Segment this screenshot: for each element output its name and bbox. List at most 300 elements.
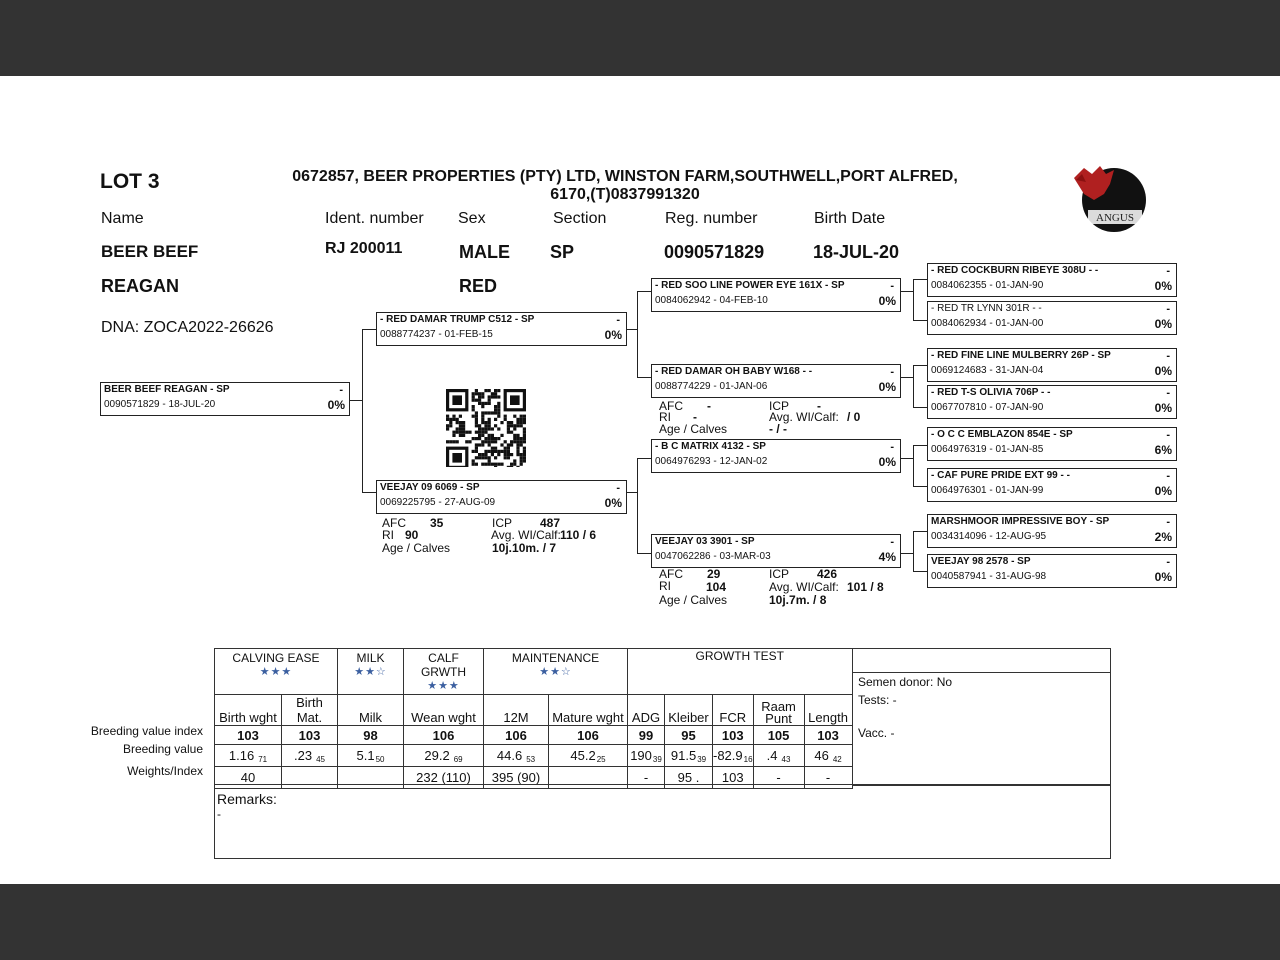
pedigree-name: - CAF PURE PRIDE EXT 99 - - bbox=[931, 470, 1070, 481]
qr-module bbox=[523, 440, 526, 443]
qr-module bbox=[494, 437, 497, 440]
connector bbox=[913, 365, 927, 366]
pedigree-great-grandparent-5 bbox=[927, 427, 1177, 461]
pedigree-reg: 0064976319 - 01-JAN-85 bbox=[931, 444, 1044, 455]
qr-module bbox=[481, 405, 484, 408]
value: 190 bbox=[630, 747, 652, 763]
qr-module bbox=[446, 415, 449, 418]
catalogue-page bbox=[0, 76, 1280, 884]
qr-module bbox=[488, 424, 491, 427]
qr-module bbox=[465, 431, 468, 434]
qr-module bbox=[488, 456, 491, 459]
qr-module bbox=[497, 402, 500, 405]
owner-details bbox=[280, 168, 970, 204]
qr-module bbox=[475, 389, 478, 392]
qr-module bbox=[497, 453, 500, 456]
pedigree-dash: - bbox=[890, 441, 894, 453]
qr-module bbox=[452, 431, 455, 434]
qr-module bbox=[516, 440, 519, 443]
col-header: Wean wght bbox=[404, 695, 484, 726]
qr-module bbox=[488, 418, 491, 421]
qr-module bbox=[452, 415, 455, 418]
qr-module bbox=[494, 463, 497, 466]
dam-icp-value: 487 bbox=[540, 516, 561, 530]
qr-module bbox=[484, 389, 487, 392]
qr-module bbox=[481, 434, 484, 437]
qr-module bbox=[523, 431, 526, 434]
pedigree-great-grandparent-2 bbox=[927, 301, 1177, 335]
pedigree-dash: - bbox=[616, 314, 620, 326]
col-header: Birth Mat. bbox=[282, 695, 338, 726]
qr-module bbox=[484, 411, 487, 414]
qr-module bbox=[475, 421, 478, 424]
qr-module bbox=[507, 447, 510, 450]
pedigree-reg: 0088774229 - 01-JAN-06 bbox=[655, 381, 768, 392]
qr-module bbox=[497, 415, 500, 418]
dna-code: DNA: ZOCA2022-26626 bbox=[101, 319, 274, 336]
qr-module bbox=[520, 463, 523, 466]
qr-module bbox=[513, 463, 516, 466]
group-milk bbox=[338, 649, 404, 695]
qr-module bbox=[520, 424, 523, 427]
col-header: Raam Punt bbox=[753, 695, 804, 726]
qr-module bbox=[510, 466, 513, 467]
semen-donor: Semen donor: No bbox=[858, 675, 953, 689]
qr-module bbox=[504, 418, 507, 421]
qr-module bbox=[446, 440, 449, 443]
qr-finder bbox=[452, 453, 462, 463]
animal-birth: 18-JUL-20 bbox=[813, 242, 900, 262]
value: 46 bbox=[814, 747, 829, 763]
animal-color: RED bbox=[459, 276, 498, 296]
dd-avg-label: Avg. WI/Calf: bbox=[769, 580, 839, 594]
qr-module bbox=[504, 453, 507, 456]
qr-module bbox=[516, 447, 519, 450]
pedigree-dash: - bbox=[1166, 265, 1170, 277]
accuracy: 39 bbox=[652, 754, 662, 764]
pedigree-reg: 0040587941 - 31-AUG-98 bbox=[931, 571, 1047, 582]
index-cell: 106 bbox=[484, 726, 549, 745]
connector bbox=[637, 458, 638, 553]
dam-ri-value: 90 bbox=[405, 528, 419, 542]
group-label: MAINTENANCE bbox=[511, 651, 600, 665]
qr-module bbox=[472, 459, 475, 462]
pedigree-reg: 0088774237 - 01-FEB-15 bbox=[380, 329, 493, 340]
dam-avg-label: Avg. WI/Calf: bbox=[491, 528, 561, 542]
animal-sex: MALE bbox=[459, 242, 510, 262]
qr-module bbox=[494, 466, 497, 467]
value-cell bbox=[628, 745, 665, 767]
qr-module bbox=[494, 395, 497, 398]
connector bbox=[913, 320, 927, 321]
connector bbox=[913, 279, 914, 320]
qr-module bbox=[475, 399, 478, 402]
value-cell bbox=[215, 745, 282, 767]
qr-module bbox=[452, 434, 455, 437]
qr-module bbox=[475, 392, 478, 395]
qr-module bbox=[478, 456, 481, 459]
pedigree-great-grandparent-3 bbox=[927, 348, 1177, 382]
qr-module bbox=[494, 456, 497, 459]
qr-module bbox=[481, 431, 484, 434]
pedigree-dash: - bbox=[890, 536, 894, 548]
qr-module bbox=[497, 408, 500, 411]
qr-module bbox=[510, 443, 513, 446]
value: 91.5 bbox=[670, 747, 697, 763]
pedigree-dam-sire bbox=[651, 439, 901, 473]
qr-module bbox=[459, 421, 462, 424]
animal-ident: RJ 200011 bbox=[325, 240, 403, 257]
qr-module bbox=[478, 424, 481, 427]
weights-cell: - bbox=[804, 767, 852, 789]
qr-module bbox=[475, 437, 478, 440]
qr-module bbox=[446, 427, 449, 430]
qr-module bbox=[523, 456, 526, 459]
qr-module bbox=[497, 411, 500, 414]
col-header: Kleiber bbox=[665, 695, 713, 726]
qr-module bbox=[510, 463, 513, 466]
star-rating: ★★☆ bbox=[354, 666, 387, 678]
qr-module bbox=[481, 411, 484, 414]
connector bbox=[913, 531, 927, 532]
group-label: CALF GRWTH bbox=[420, 651, 467, 679]
col-header: Milk bbox=[338, 695, 404, 726]
qr-module bbox=[491, 434, 494, 437]
sd-ri-value: - bbox=[693, 410, 697, 424]
qr-module bbox=[488, 434, 491, 437]
qr-module bbox=[462, 421, 465, 424]
qr-module bbox=[488, 437, 491, 440]
pedigree-name: VEEJAY 98 2578 - SP bbox=[931, 556, 1031, 567]
qr-module bbox=[494, 411, 497, 414]
index-cell: 103 bbox=[282, 726, 338, 745]
remarks-text: - bbox=[217, 807, 221, 821]
weights-cell: 95 . bbox=[665, 767, 713, 789]
qr-module bbox=[507, 427, 510, 430]
star-rating: ★★☆ bbox=[539, 666, 572, 678]
col-header: 12M bbox=[484, 695, 549, 726]
remarks-label: Remarks: bbox=[217, 791, 277, 807]
qr-module bbox=[513, 427, 516, 430]
qr-module bbox=[497, 389, 500, 392]
qr-module bbox=[500, 421, 503, 424]
qr-module bbox=[478, 431, 481, 434]
qr-module bbox=[500, 463, 503, 466]
qr-module bbox=[475, 424, 478, 427]
group-label: GROWTH TEST bbox=[695, 649, 784, 663]
qr-module bbox=[481, 463, 484, 466]
qr-module bbox=[478, 402, 481, 405]
col-header: FCR bbox=[713, 695, 754, 726]
accuracy: 16 bbox=[743, 754, 753, 764]
value-cell bbox=[713, 745, 754, 767]
label-reg: Reg. number bbox=[665, 210, 758, 227]
value-cell bbox=[665, 745, 713, 767]
dd-icp-value: 426 bbox=[817, 567, 838, 581]
qr-module bbox=[475, 450, 478, 453]
connector bbox=[899, 291, 913, 292]
qr-module bbox=[507, 424, 510, 427]
qr-module bbox=[481, 421, 484, 424]
accuracy: 42 bbox=[832, 754, 842, 764]
pedigree-dash: - bbox=[890, 280, 894, 292]
pedigree-name: - B C MATRIX 4132 - SP bbox=[655, 441, 766, 452]
index-cell: 105 bbox=[753, 726, 804, 745]
qr-module bbox=[500, 443, 503, 446]
qr-module bbox=[507, 431, 510, 434]
qr-module bbox=[494, 440, 497, 443]
qr-module bbox=[500, 450, 503, 453]
qr-module bbox=[491, 450, 494, 453]
qr-module bbox=[523, 421, 526, 424]
qr-module bbox=[516, 437, 519, 440]
sd-age-value: - / - bbox=[769, 422, 787, 436]
qr-module bbox=[494, 424, 497, 427]
qr-module bbox=[510, 453, 513, 456]
pedigree-sire bbox=[376, 312, 627, 346]
qr-module bbox=[513, 437, 516, 440]
qr-module bbox=[491, 440, 494, 443]
qr-module bbox=[520, 437, 523, 440]
qr-module bbox=[484, 427, 487, 430]
pedigree-pct: 0% bbox=[1154, 317, 1172, 331]
qr-module bbox=[475, 463, 478, 466]
animal-name-2: REAGAN bbox=[101, 276, 180, 296]
qr-module bbox=[491, 453, 494, 456]
pedigree-reg: 0034314096 - 12-AUG-95 bbox=[931, 531, 1047, 542]
qr-module bbox=[478, 392, 481, 395]
connector bbox=[913, 571, 927, 572]
qr-module bbox=[484, 421, 487, 424]
qr-module bbox=[446, 418, 449, 421]
qr-module bbox=[491, 392, 494, 395]
value: 45.2 bbox=[570, 747, 596, 763]
qr-module bbox=[484, 456, 487, 459]
animal-reg: 0090571829 bbox=[664, 242, 765, 262]
qr-module bbox=[484, 437, 487, 440]
qr-module bbox=[481, 443, 484, 446]
value-cell bbox=[549, 745, 628, 767]
qr-module bbox=[449, 418, 452, 421]
qr-module bbox=[468, 431, 471, 434]
qr-module bbox=[504, 450, 507, 453]
tests: Tests: - bbox=[858, 693, 897, 707]
qr-module bbox=[484, 402, 487, 405]
qr-module bbox=[494, 418, 497, 421]
qr-module bbox=[478, 427, 481, 430]
qr-module bbox=[475, 415, 478, 418]
qr-module bbox=[488, 421, 491, 424]
value-cell bbox=[484, 745, 549, 767]
pedigree-great-grandparent-6 bbox=[927, 468, 1177, 502]
connector bbox=[913, 445, 927, 446]
qr-module bbox=[459, 424, 462, 427]
qr-finder bbox=[510, 395, 520, 405]
dd-ri-label: RI bbox=[659, 579, 671, 593]
col-header: Mature wght bbox=[549, 695, 628, 726]
qr-module bbox=[507, 421, 510, 424]
pedigree-pct: 2% bbox=[1154, 530, 1172, 544]
pedigree-reg: 0064976293 - 12-JAN-02 bbox=[655, 456, 768, 467]
qr-module bbox=[520, 415, 523, 418]
qr-module bbox=[472, 405, 475, 408]
pedigree-sire-sire bbox=[651, 278, 901, 312]
qr-module bbox=[523, 415, 526, 418]
sd-avg-label: Avg. WI/Calf: bbox=[769, 410, 839, 424]
pedigree-pct: 4% bbox=[878, 550, 896, 564]
connector bbox=[348, 400, 362, 401]
qr-module bbox=[510, 421, 513, 424]
star-rating: ★★★ bbox=[427, 680, 460, 692]
group-calving-ease bbox=[215, 649, 338, 695]
connector bbox=[899, 458, 913, 459]
pedigree-dash: - bbox=[616, 482, 620, 494]
qr-module bbox=[472, 408, 475, 411]
index-cell: 99 bbox=[628, 726, 665, 745]
dam-age-label: Age / Calves bbox=[382, 541, 451, 555]
pedigree-name: - RED DAMAR OH BABY W168 - - bbox=[655, 366, 813, 377]
qr-module bbox=[481, 402, 484, 405]
qr-module bbox=[491, 427, 494, 430]
value-cell bbox=[338, 745, 404, 767]
qr-module bbox=[481, 415, 484, 418]
qr-module bbox=[475, 443, 478, 446]
owner-line-1: 0672857, BEER PROPERTIES (PTY) LTD, WINSTON FARM,SOUTHWELL,PORT ALFRED, bbox=[292, 168, 958, 185]
qr-module bbox=[472, 392, 475, 395]
pedigree-name: - O C C EMBLAZON 854E - SP bbox=[931, 429, 1073, 440]
accuracy: 50 bbox=[375, 754, 385, 764]
qr-module bbox=[494, 408, 497, 411]
logo-wordmark: ANGUS bbox=[1096, 212, 1134, 224]
sd-icp-value: - bbox=[817, 399, 821, 413]
connector bbox=[637, 291, 651, 292]
qr-module bbox=[513, 440, 516, 443]
qr-module bbox=[472, 463, 475, 466]
qr-module bbox=[523, 450, 526, 453]
connector bbox=[913, 486, 927, 487]
qr-module bbox=[491, 437, 494, 440]
qr-module bbox=[504, 456, 507, 459]
qr-module bbox=[462, 427, 465, 430]
qr-module bbox=[494, 450, 497, 453]
breeding-values-table bbox=[214, 648, 853, 789]
angus-logo bbox=[1070, 160, 1150, 234]
pedigree-dash: - bbox=[1166, 516, 1170, 528]
label-sex: Sex bbox=[458, 210, 486, 227]
weights-cell: 103 bbox=[713, 767, 754, 789]
pedigree-name: - RED T-S OLIVIA 706P - - bbox=[931, 387, 1051, 398]
qr-module bbox=[484, 450, 487, 453]
qr-module bbox=[491, 447, 494, 450]
qr-module bbox=[475, 411, 478, 414]
pedigree-great-grandparent-8 bbox=[927, 554, 1177, 588]
connector bbox=[899, 553, 913, 554]
qr-module bbox=[494, 389, 497, 392]
notes-panel bbox=[853, 648, 1111, 786]
connector bbox=[913, 407, 927, 408]
qr-module bbox=[484, 440, 487, 443]
weights-cell: 232 (110) bbox=[404, 767, 484, 789]
sd-afc-label: AFC bbox=[659, 399, 683, 413]
qr-module bbox=[475, 418, 478, 421]
group-growth-test bbox=[628, 649, 853, 695]
pedigree-pct: 0% bbox=[878, 294, 896, 308]
qr-module bbox=[513, 434, 516, 437]
group-label: MILK bbox=[356, 651, 385, 665]
index-cell: 103 bbox=[713, 726, 754, 745]
qr-module bbox=[472, 399, 475, 402]
animal-name-1: BEER BEEF bbox=[101, 242, 199, 261]
qr-module bbox=[507, 466, 510, 467]
qr-module bbox=[478, 437, 481, 440]
qr-module bbox=[488, 402, 491, 405]
row-label-weights: Weights/Index bbox=[127, 764, 203, 778]
qr-module bbox=[456, 440, 459, 443]
index-cell: 103 bbox=[804, 726, 852, 745]
pedigree-name: - RED SOO LINE POWER EYE 161X - SP bbox=[655, 280, 845, 291]
qr-module bbox=[481, 456, 484, 459]
remarks-box bbox=[214, 784, 1111, 859]
col-header: Length bbox=[804, 695, 852, 726]
pedigree-dash: - bbox=[1166, 303, 1170, 315]
group-calf-growth bbox=[404, 649, 484, 695]
pedigree-name: - RED FINE LINE MULBERRY 26P - SP bbox=[931, 350, 1111, 361]
qr-module bbox=[488, 427, 491, 430]
label-birth: Birth Date bbox=[814, 210, 886, 227]
qr-module bbox=[504, 415, 507, 418]
value: .23 bbox=[294, 747, 313, 763]
index-cell: 103 bbox=[215, 726, 282, 745]
qr-module bbox=[497, 437, 500, 440]
qr-module bbox=[520, 440, 523, 443]
sd-avg-value: / 0 bbox=[847, 410, 861, 424]
group-label: CALVING EASE bbox=[232, 651, 320, 665]
accuracy: 39 bbox=[697, 754, 707, 764]
dam-age-value: 10j.10m. / 7 bbox=[492, 541, 557, 555]
qr-module bbox=[513, 459, 516, 462]
label-section: Section bbox=[553, 210, 607, 227]
qr-module bbox=[510, 424, 513, 427]
value-cell bbox=[804, 745, 852, 767]
pedigree-self bbox=[100, 382, 350, 416]
pedigree-pct: 0% bbox=[604, 496, 622, 510]
qr-module bbox=[459, 434, 462, 437]
qr-module bbox=[523, 447, 526, 450]
qr-module bbox=[465, 440, 468, 443]
dam-afc-value: 35 bbox=[430, 516, 444, 530]
pedigree-great-grandparent-1 bbox=[927, 263, 1177, 297]
qr-module bbox=[481, 418, 484, 421]
qr-module bbox=[481, 427, 484, 430]
qr-module bbox=[472, 450, 475, 453]
pedigree-reg: 0084062934 - 01-JAN-00 bbox=[931, 318, 1044, 329]
accuracy: 43 bbox=[781, 754, 791, 764]
qr-module bbox=[523, 453, 526, 456]
pedigree-dam-dam bbox=[651, 534, 901, 568]
dd-ri-value: 104 bbox=[706, 580, 727, 594]
qr-module bbox=[481, 453, 484, 456]
qr-module bbox=[520, 459, 523, 462]
row-label-index: Breeding value index bbox=[90, 724, 203, 738]
connector bbox=[913, 531, 914, 571]
pedigree-pct: 0% bbox=[327, 398, 345, 412]
qr-module bbox=[520, 418, 523, 421]
qr-module bbox=[478, 395, 481, 398]
qr-module bbox=[513, 424, 516, 427]
qr-module bbox=[462, 431, 465, 434]
weights-cell: - bbox=[628, 767, 665, 789]
dam-icp-label: ICP bbox=[492, 516, 513, 530]
